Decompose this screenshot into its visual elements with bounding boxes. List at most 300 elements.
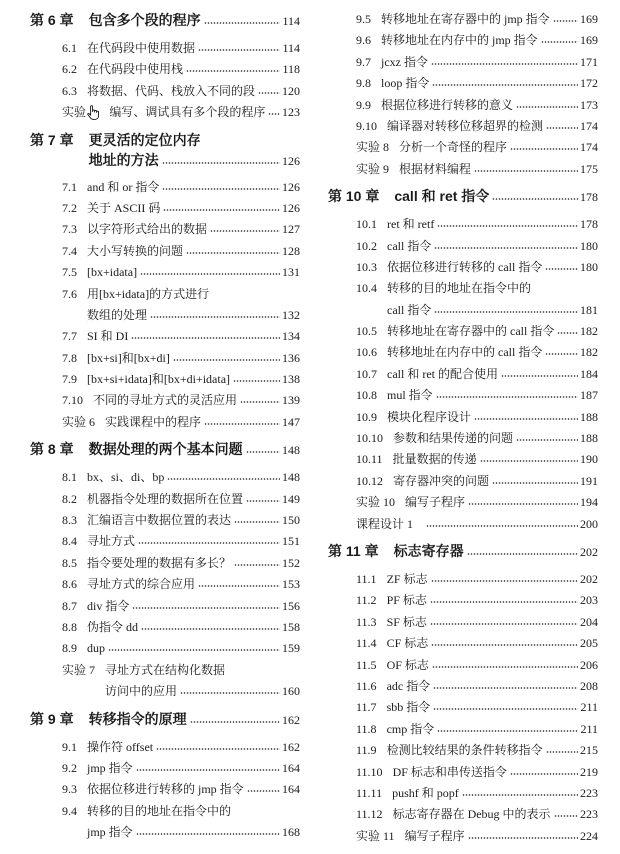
entry-number xyxy=(356,719,377,740)
toc-entry xyxy=(356,471,598,492)
page-number: 191 xyxy=(580,473,598,488)
entry-number-text: 7.10 xyxy=(62,393,83,408)
dot-leader xyxy=(234,521,280,523)
entry-number-text: 9.7 xyxy=(356,54,371,69)
entry-line xyxy=(387,740,598,761)
dot-leader xyxy=(198,585,280,587)
entry-number-text: 8.4 xyxy=(62,534,77,549)
entry-number-text: 10.3 xyxy=(356,259,377,274)
entry-number xyxy=(62,38,77,59)
entry-number-text: 9.1 xyxy=(62,739,77,754)
toc-entry xyxy=(356,590,598,611)
dot-leader xyxy=(258,92,280,94)
entry-number xyxy=(62,758,77,779)
entry-line xyxy=(87,801,300,822)
entry-number-text: 11.8 xyxy=(356,721,377,736)
entry-number-text: 8.7 xyxy=(62,598,77,613)
page-number: 126 xyxy=(282,179,300,194)
dot-leader xyxy=(246,451,280,453)
dot-leader xyxy=(163,209,280,211)
entry-title: 将数据、代码、栈放入不同的段 xyxy=(87,83,256,98)
page-number: 153 xyxy=(282,577,300,592)
toc-entry xyxy=(356,633,598,654)
entry-number-text: 10.10 xyxy=(356,431,383,446)
toc-entry xyxy=(62,779,300,800)
entry-line xyxy=(394,540,598,562)
page-number: 184 xyxy=(580,366,598,381)
entry-title: 在代码段中使用栈 xyxy=(87,62,184,77)
entry-number-text: 7.2 xyxy=(62,200,77,215)
toc-entry xyxy=(62,801,300,844)
entry-title: [bx+idata] xyxy=(87,265,138,280)
dot-leader xyxy=(162,188,280,190)
entry-title: SI 和 DI xyxy=(87,329,129,344)
entry-number xyxy=(62,348,77,369)
entry-title: 批量数据的传递 xyxy=(392,452,477,467)
dot-leader xyxy=(432,666,578,668)
entry-title: cmp 指令 xyxy=(386,721,435,736)
toc-entry xyxy=(62,241,300,262)
entry-title: 编写子程序 xyxy=(405,495,466,510)
entry-number xyxy=(356,236,377,257)
page-number: 224 xyxy=(580,828,598,843)
entry-number-text: 10.8 xyxy=(356,388,377,403)
page-number: 182 xyxy=(580,345,598,360)
chapter-number-text: 第 8 章 xyxy=(30,441,74,458)
entry-number-text: 7.7 xyxy=(62,329,77,344)
entry-line xyxy=(93,390,300,411)
entry-number-text: 7.5 xyxy=(62,265,77,280)
toc-entry xyxy=(62,81,300,102)
entry-title: 以字符形式给出的数据 xyxy=(87,222,208,237)
toc-entry xyxy=(356,137,598,158)
entry-title-continued: 数组的处理 xyxy=(87,307,148,322)
entry-line xyxy=(87,348,300,369)
entry-number xyxy=(356,762,383,783)
toc-entry xyxy=(356,385,598,406)
entry-number xyxy=(62,262,77,283)
entry-number-text: 7.3 xyxy=(62,222,77,237)
dot-leader xyxy=(204,22,281,24)
page-number: 203 xyxy=(580,593,598,608)
entry-line xyxy=(87,638,300,659)
entry-number xyxy=(356,407,377,428)
chapter-number-text: 第 6 章 xyxy=(30,12,74,28)
entry-number-text: 6.2 xyxy=(62,62,77,77)
entry-number-text: 11.3 xyxy=(356,614,377,629)
entry-number xyxy=(62,553,77,574)
page-number: 202 xyxy=(580,544,598,559)
page-number: 131 xyxy=(282,265,300,280)
toc-entry xyxy=(356,278,598,321)
toc-entry xyxy=(356,214,598,235)
dot-leader xyxy=(541,41,578,43)
entry-number xyxy=(356,116,377,137)
entry-title: ZF 标志 xyxy=(386,571,428,586)
entry-line xyxy=(387,655,598,676)
entry-line xyxy=(387,590,598,611)
entry-line xyxy=(387,612,598,633)
entry-line xyxy=(399,137,598,158)
page-number: 148 xyxy=(282,470,300,485)
entry-line xyxy=(387,385,598,406)
entry-line-continued xyxy=(87,305,300,326)
entry-number-text: 6.1 xyxy=(62,41,77,55)
entry-line xyxy=(89,9,300,31)
entry-title: bx、si、di、bp xyxy=(87,470,165,485)
toc-entry xyxy=(62,177,300,198)
entry-line xyxy=(381,73,598,94)
entry-number-text: 11.5 xyxy=(356,657,377,672)
page-number: 128 xyxy=(282,243,300,258)
chapter-number xyxy=(328,185,379,207)
dot-leader xyxy=(234,564,280,566)
dot-leader xyxy=(167,478,280,480)
chapter-group xyxy=(30,129,300,434)
toc-entry xyxy=(356,514,598,535)
toc-entry xyxy=(356,655,598,676)
entry-line xyxy=(87,617,300,638)
entry-number xyxy=(356,278,377,299)
entry-line xyxy=(87,177,300,198)
entry-number-text: 实验 11 xyxy=(356,828,395,843)
dot-leader xyxy=(430,601,578,603)
dot-leader xyxy=(554,815,578,817)
dot-leader xyxy=(186,252,280,254)
dot-leader xyxy=(501,375,578,377)
toc-entry xyxy=(62,596,300,617)
toc-entry xyxy=(62,574,300,595)
entry-number xyxy=(356,804,383,825)
dot-leader xyxy=(140,273,280,275)
toc-entry xyxy=(356,569,598,590)
entry-number-text: 11.2 xyxy=(356,593,377,608)
chapter-heading xyxy=(30,129,300,170)
entry-title: 模块化程序设计 xyxy=(387,409,472,424)
entry-line xyxy=(87,737,300,758)
dot-leader xyxy=(546,127,578,129)
dot-leader xyxy=(433,687,578,689)
toc-entry xyxy=(356,257,598,278)
entry-list xyxy=(30,467,300,702)
entry-number-text: 10.2 xyxy=(356,238,377,253)
entry-number xyxy=(356,514,413,535)
entry-number xyxy=(356,569,377,590)
toc-entry xyxy=(356,73,598,94)
entry-title: 转移地址在寄存器中的 jmp 指令 xyxy=(381,12,550,26)
page-number: 190 xyxy=(580,452,598,467)
page-number: 164 xyxy=(282,760,300,775)
page-number: 180 xyxy=(580,259,598,274)
toc-entry xyxy=(356,9,598,30)
entry-number xyxy=(356,364,377,385)
chapter-number xyxy=(30,438,74,460)
entry-line xyxy=(87,284,300,305)
chapter-heading xyxy=(30,9,300,31)
entry-number-text: 7.8 xyxy=(62,350,77,365)
page-number: 205 xyxy=(580,636,598,651)
entry-number xyxy=(356,73,371,94)
entry-number xyxy=(356,655,377,676)
entry-line xyxy=(387,214,598,235)
page-number: 139 xyxy=(282,393,300,408)
page-number: 114 xyxy=(282,14,300,28)
page-number: 178 xyxy=(580,190,598,205)
toc-entry xyxy=(356,407,598,428)
page-number: 194 xyxy=(580,495,598,510)
entry-number xyxy=(62,59,77,80)
page-number: 149 xyxy=(282,491,300,506)
entry-number-text: 11.4 xyxy=(356,636,377,651)
entry-number xyxy=(356,676,377,697)
entry-line xyxy=(394,185,598,207)
entry-line xyxy=(109,102,300,123)
entry-number-text: 6.3 xyxy=(62,83,77,98)
dot-leader xyxy=(516,439,578,441)
chapter-number-text: 第 7 章 xyxy=(30,131,74,148)
page-number: 152 xyxy=(282,555,300,570)
entry-line xyxy=(387,719,598,740)
entry-line xyxy=(87,779,300,800)
entry-title: 编写、调试具有多个段的程序 xyxy=(109,105,266,120)
page-number: 172 xyxy=(580,76,598,91)
page-number: 134 xyxy=(282,329,300,344)
entry-number xyxy=(62,390,83,411)
entry-number-text: 8.6 xyxy=(62,577,77,592)
chapter-number xyxy=(328,540,379,562)
page-number: 174 xyxy=(580,118,598,133)
entry-number-text: 11.11 xyxy=(356,785,383,800)
entry-number xyxy=(356,159,389,180)
entry-line xyxy=(87,758,300,779)
entry-title: call 和 ret 的配合使用 xyxy=(387,366,498,381)
toc-entry xyxy=(356,236,598,257)
entry-number-text: 实验 9 xyxy=(356,161,390,176)
entry-number xyxy=(356,449,383,470)
toc-entry xyxy=(356,364,598,385)
toc-entry xyxy=(356,449,598,470)
entry-number-text: 实验 10 xyxy=(356,495,396,510)
page-number: 200 xyxy=(580,516,598,531)
dot-leader xyxy=(430,623,578,625)
entry-title: 依据位移进行转移的 call 指令 xyxy=(387,259,543,274)
dot-leader xyxy=(131,337,280,339)
dot-leader xyxy=(510,148,578,150)
entry-title-continued: call 指令 xyxy=(387,302,432,317)
entry-number xyxy=(356,783,382,804)
entry-line xyxy=(105,660,300,681)
toc-entry xyxy=(356,804,598,825)
entry-title: 不同的寻址方式的灵活应用 xyxy=(93,393,238,408)
dot-leader xyxy=(204,423,280,425)
page-number: 150 xyxy=(282,513,300,528)
toc-entry xyxy=(62,390,300,411)
dot-leader xyxy=(136,769,280,771)
dot-leader xyxy=(436,396,578,398)
entry-line xyxy=(87,81,300,102)
entry-number xyxy=(62,617,77,638)
dot-leader xyxy=(150,316,280,318)
toc-entry xyxy=(62,38,300,59)
entry-number xyxy=(62,412,95,433)
chapter-heading xyxy=(328,540,598,562)
page-number: 187 xyxy=(580,388,598,403)
entry-number xyxy=(62,241,77,262)
entry-title: PF 标志 xyxy=(386,593,427,608)
dot-leader xyxy=(233,380,280,382)
chapter-number-text: 第 11 章 xyxy=(328,542,379,559)
entry-title: SF 标志 xyxy=(386,614,427,629)
entry-number xyxy=(62,801,77,822)
toc-entry xyxy=(62,412,300,433)
entry-number xyxy=(62,660,95,681)
entry-title: 用[bx+idata]的方式进行 xyxy=(87,286,210,301)
entry-number xyxy=(356,95,371,116)
entry-list xyxy=(30,177,300,434)
entry-title: 寻址方式 xyxy=(87,534,136,549)
entry-number-text: 9.3 xyxy=(62,782,77,797)
page-number: 164 xyxy=(282,782,300,797)
page-number: 171 xyxy=(580,54,598,69)
page-number: 211 xyxy=(580,721,598,736)
dot-leader xyxy=(156,748,280,750)
entry-number-text: 9.10 xyxy=(356,118,377,133)
page-number: 138 xyxy=(282,372,300,387)
entry-number xyxy=(356,9,371,30)
dot-leader xyxy=(434,247,578,249)
chapter-title: 包含多个段的程序 xyxy=(88,12,201,28)
toc-entry xyxy=(356,342,598,363)
entry-title: 转移的目的地址在指令中的 xyxy=(87,803,232,818)
dot-leader xyxy=(474,170,578,172)
toc-entry xyxy=(62,758,300,779)
entry-title: 汇编语言中数据位置的表达 xyxy=(87,513,232,528)
entry-number-text: 实验 8 xyxy=(356,140,390,155)
dot-leader xyxy=(468,837,578,839)
entry-number-text: 10.12 xyxy=(356,473,383,488)
toc-entry xyxy=(356,321,598,342)
entry-number xyxy=(62,574,77,595)
chapter-group xyxy=(30,9,300,124)
entry-number-text: 10.11 xyxy=(356,452,383,467)
entry-number xyxy=(356,697,377,718)
dot-leader xyxy=(467,553,578,555)
entry-number-text: 10.4 xyxy=(356,281,377,296)
entry-number-text: 实验 xyxy=(62,105,87,120)
entry-line-continued xyxy=(387,300,598,321)
entry-title: 寻址方式在结构化数据 xyxy=(105,662,226,677)
entry-line xyxy=(87,369,300,390)
entry-title: mul 指令 xyxy=(387,388,433,403)
page-number: 151 xyxy=(282,534,300,549)
entry-line xyxy=(392,783,598,804)
entry-line xyxy=(87,198,300,219)
entry-number-text: 9.5 xyxy=(356,12,371,26)
toc-entry xyxy=(62,553,300,574)
chapter-number-text: 第 9 章 xyxy=(30,710,74,727)
entry-line xyxy=(87,59,300,80)
entry-list xyxy=(328,569,598,847)
entry-number xyxy=(356,612,377,633)
page-number: 169 xyxy=(580,33,598,48)
dot-leader xyxy=(492,198,578,200)
page-number: 202 xyxy=(580,571,598,586)
entry-number-text: 10.7 xyxy=(356,366,377,381)
entry-title: 在代码段中使用数据 xyxy=(87,41,196,55)
dot-leader xyxy=(141,628,280,630)
toc-left-column xyxy=(30,0,300,844)
entry-title: 分析一个奇怪的程序 xyxy=(399,140,508,155)
entry-number xyxy=(356,492,395,513)
chapter-title: 标志寄存器 xyxy=(393,542,464,559)
dot-leader xyxy=(432,84,578,86)
entry-title: 转移地址在内存中的 jmp 指令 xyxy=(381,33,538,48)
page-number: 162 xyxy=(282,739,300,754)
dot-leader xyxy=(198,49,280,51)
entry-line xyxy=(87,510,300,531)
chapter-group xyxy=(328,540,598,847)
entry-number-text: 课程设计 1 xyxy=(356,516,414,531)
page-number: 160 xyxy=(282,684,300,699)
page-number: 114 xyxy=(282,41,300,55)
entry-title: pushf 和 popf xyxy=(392,785,459,800)
entry-line-continued xyxy=(87,822,300,843)
entry-number xyxy=(356,214,377,235)
entry-line xyxy=(393,762,598,783)
entry-number xyxy=(62,81,77,102)
entry-title: adc 指令 xyxy=(386,678,431,693)
dot-leader xyxy=(132,607,280,609)
entry-line xyxy=(87,219,300,240)
dot-leader xyxy=(180,692,280,694)
entry-number-text: 10.9 xyxy=(356,409,377,424)
dot-leader xyxy=(546,751,578,753)
page-number: 175 xyxy=(580,161,598,176)
entry-number-text: 7.9 xyxy=(62,372,77,387)
entry-number-text: 9.6 xyxy=(356,33,371,48)
entry-number xyxy=(62,779,77,800)
entry-number-text: 9.9 xyxy=(356,97,371,112)
entry-title: jmp 指令 xyxy=(87,760,133,775)
entry-title: and 和 or 指令 xyxy=(87,179,160,194)
entry-number xyxy=(62,489,77,510)
entry-line xyxy=(89,129,300,151)
dot-leader xyxy=(240,401,280,403)
entry-list xyxy=(30,737,300,844)
dot-leader xyxy=(136,833,280,835)
dot-leader xyxy=(516,106,578,108)
page-number: 188 xyxy=(580,431,598,446)
entry-line xyxy=(105,412,300,433)
entry-title: 关于 ASCII 码 xyxy=(87,200,161,215)
entry-number xyxy=(356,30,371,51)
entry-number-text: 7.1 xyxy=(62,179,77,194)
chapter-title: 数据处理的两个基本问题 xyxy=(88,441,243,458)
page-number: 156 xyxy=(282,598,300,613)
page-number: 211 xyxy=(580,700,598,715)
entry-line xyxy=(87,596,300,617)
entry-title: 标志寄存器在 Debug 中的表示 xyxy=(392,807,551,822)
toc-entry xyxy=(62,467,300,488)
entry-number-text: 11.12 xyxy=(356,807,383,822)
entry-number-text: 9.2 xyxy=(62,760,77,775)
entry-number-text: 8.1 xyxy=(62,470,77,485)
dot-leader xyxy=(190,721,280,723)
dot-leader xyxy=(138,542,280,544)
entry-title: OF 标志 xyxy=(386,657,429,672)
entry-line xyxy=(387,236,598,257)
entry-title: 根据材料编程 xyxy=(399,161,472,176)
